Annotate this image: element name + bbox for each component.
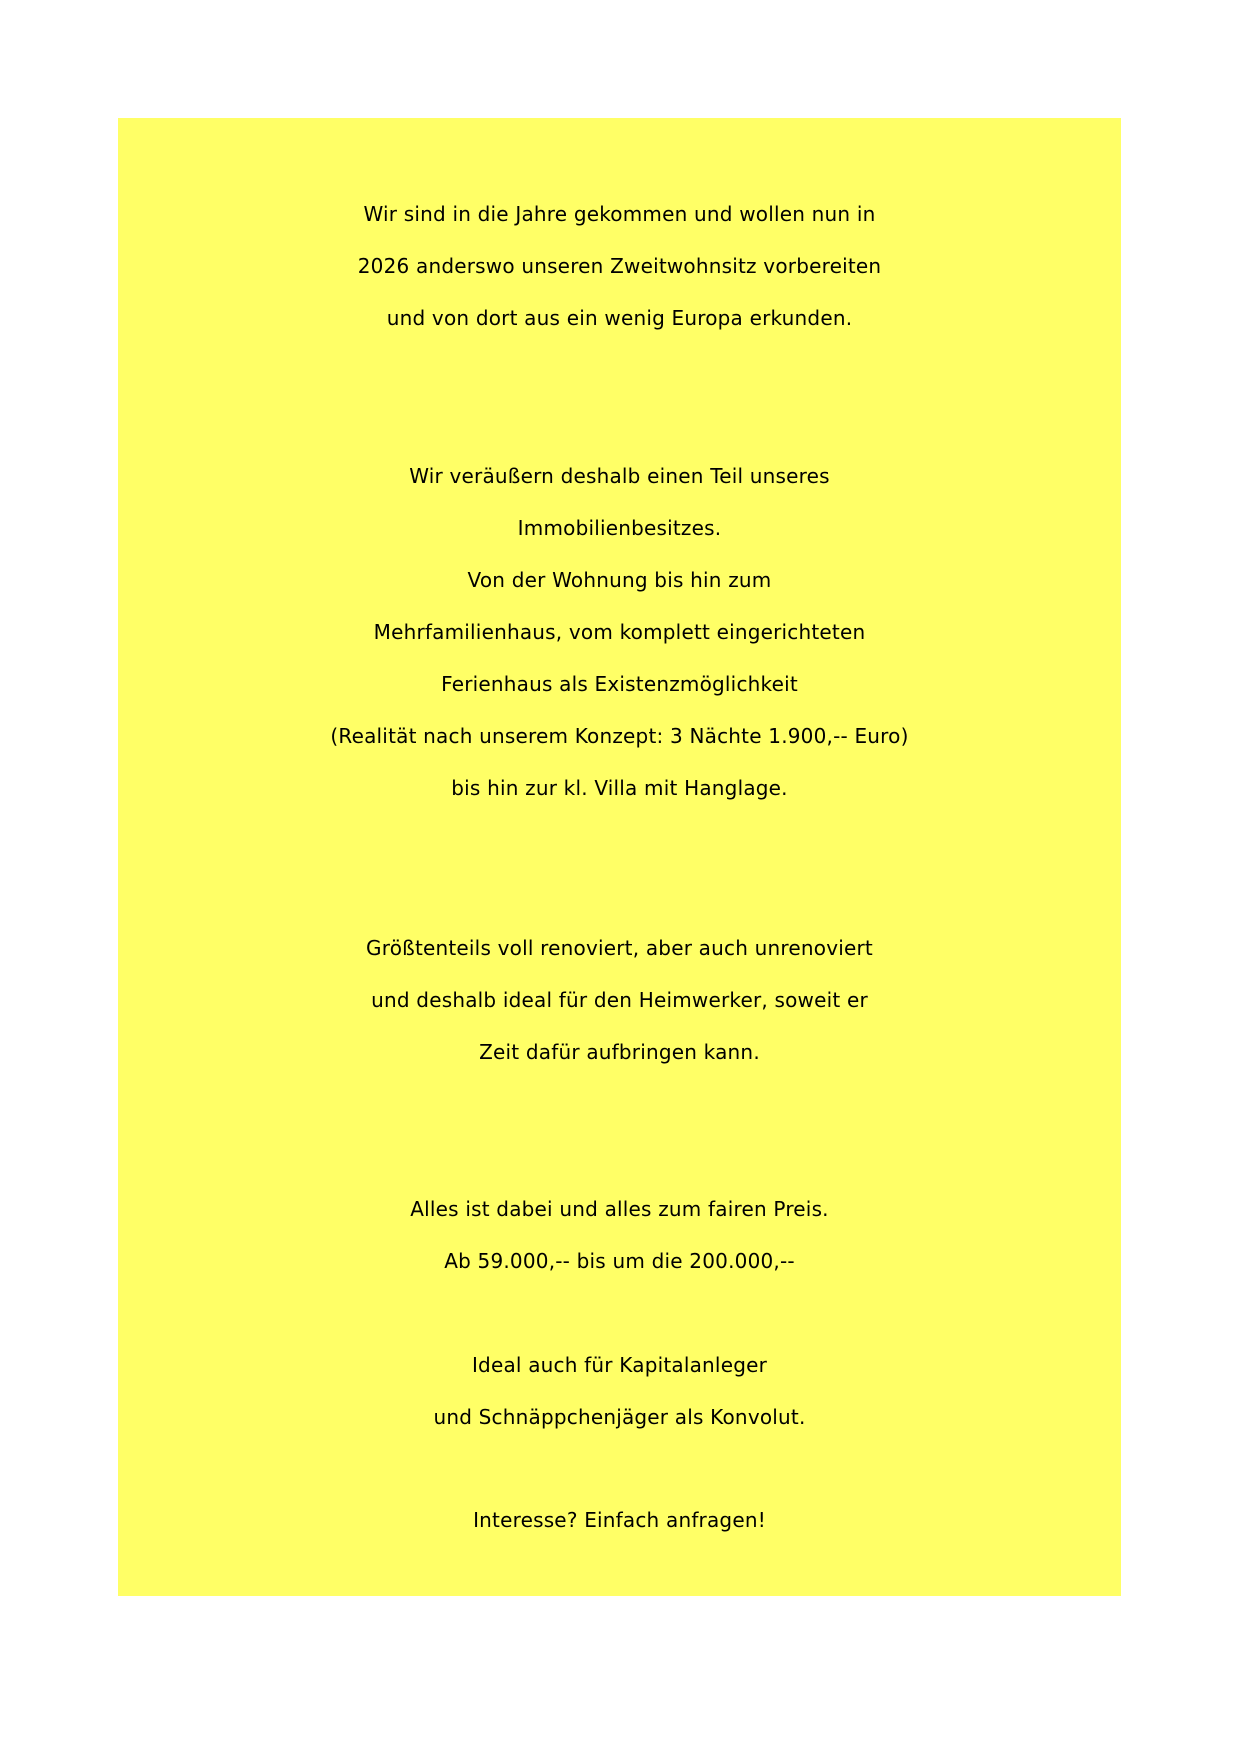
- text-line: Größtenteils voll renoviert, aber auch unrenoviert: [366, 936, 873, 960]
- text-line: Von der Wohnung bis hin zum: [467, 568, 772, 592]
- text-line: Ab 59.000,-- bis um die 200.000,--: [444, 1249, 795, 1273]
- text-line: (Realität nach unserem Konzept: 3 Nächte 1.900,-- Euro): [330, 724, 909, 748]
- text-line: Wir veräußern deshalb einen Teil unseres: [409, 464, 830, 488]
- flyer-panel: [118, 118, 1121, 1596]
- text-line: und deshalb ideal für den Heimwerker, soweit er: [371, 988, 868, 1012]
- text-line: und von dort aus ein wenig Europa erkunden.: [386, 306, 853, 330]
- text-line: bis hin zur kl. Villa mit Hanglage.: [451, 776, 788, 800]
- text-line: Wir sind in die Jahre gekommen und wollen nun in: [363, 202, 876, 226]
- text-line: Zeit dafür aufbringen kann.: [479, 1040, 760, 1064]
- text-line: Interesse? Einfach anfragen!: [473, 1508, 766, 1532]
- text-line: Ferienhaus als Existenzmöglichkeit: [441, 672, 798, 696]
- text-line: Immobilienbesitzes.: [517, 516, 722, 540]
- text-line: 2026 anderswo unseren Zweitwohnsitz vorbereiten: [357, 254, 882, 278]
- text-line: Ideal auch für Kapitalanleger: [471, 1353, 768, 1377]
- text-line: und Schnäppchenjäger als Konvolut.: [433, 1405, 806, 1429]
- text-line: Mehrfamilienhaus, vom komplett eingerichteten: [373, 620, 866, 644]
- text-line: Alles ist dabei und alles zum fairen Preis.: [410, 1197, 829, 1221]
